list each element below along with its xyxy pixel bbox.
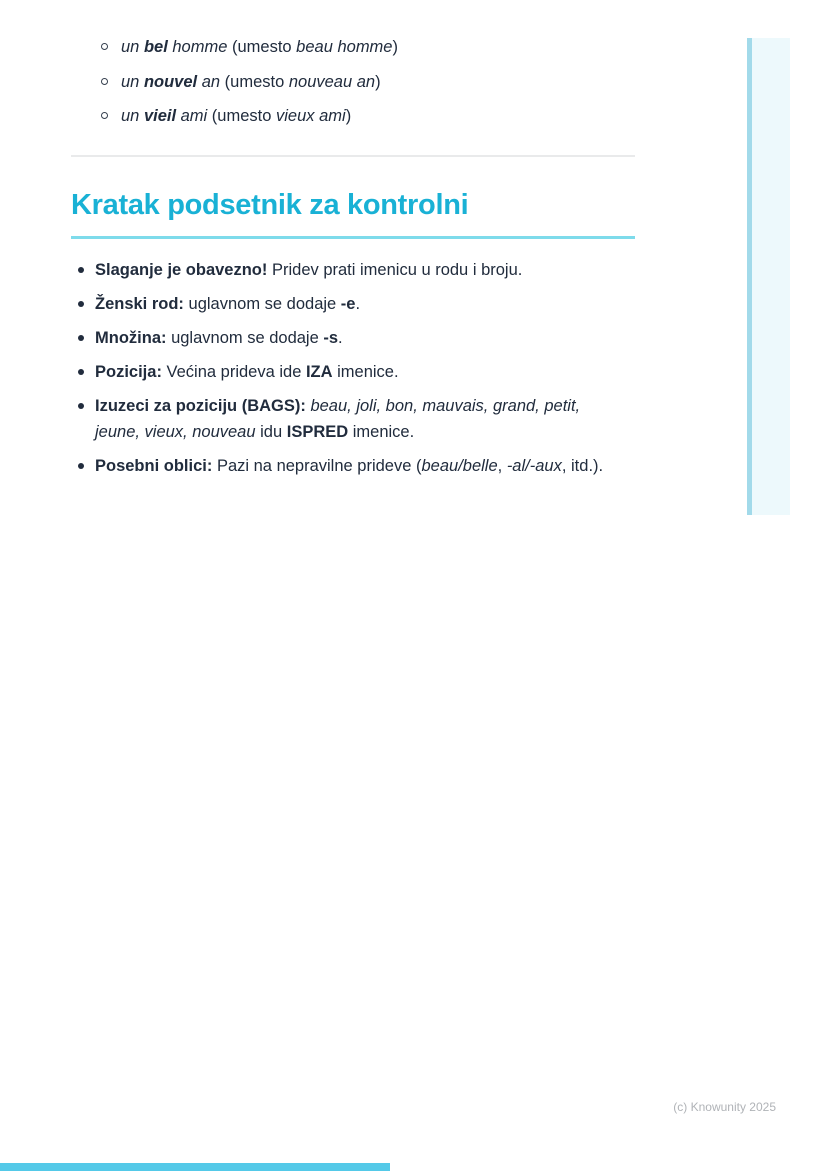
text-run: -s [323, 329, 339, 347]
text-run: Množina: [95, 329, 167, 347]
text-run: ) [392, 38, 398, 56]
text-run: ) [345, 107, 352, 125]
list-item [121, 107, 398, 126]
text-run: Pazi na nepravilne prideve ( [212, 457, 422, 475]
text-run: ISPRED [286, 423, 349, 441]
text-run: vieil [143, 107, 177, 125]
text-run: . [355, 295, 361, 313]
text-run: Slaganje je obavezno! [95, 261, 268, 279]
list-item [95, 291, 640, 317]
text-run: (umesto [227, 38, 297, 56]
text-run: uglavnom se dodaje [183, 295, 341, 313]
list-item [121, 38, 398, 57]
text-run: , [497, 457, 507, 475]
heading-underline [71, 236, 635, 239]
text-run: homme [167, 38, 228, 56]
text-run: imenice. [332, 363, 399, 381]
section-divider [71, 155, 635, 157]
text-run: beau, joli, bon, mauvais, grand, petit, [310, 397, 581, 415]
text-run: uglavnom se dodaje [166, 329, 324, 347]
text-run: bel [143, 38, 168, 56]
text-run: jeune, vieux, nouveau [95, 423, 256, 441]
accent-strip-right [747, 38, 790, 515]
list-item [121, 73, 398, 92]
text-run: Većina prideva ide [161, 363, 306, 381]
text-run: Pridev prati imenicu u rodu i broju. [267, 261, 523, 279]
text-run: beau/belle [421, 457, 498, 475]
text-run: ) [375, 72, 381, 91]
text-run: idu [255, 423, 287, 441]
text-run: , itd.). [561, 457, 604, 475]
list-item [95, 325, 640, 351]
text-run: -al/-aux [506, 457, 562, 475]
text-run: . [338, 329, 343, 347]
text-run: un [121, 72, 144, 91]
text-run: nouvel [143, 72, 198, 91]
list-item-line [95, 325, 640, 351]
text-run: beau homme [296, 38, 393, 56]
accent-bar-bottom [0, 1163, 390, 1171]
list-item-line [95, 257, 640, 283]
text-run: (umesto [220, 72, 289, 91]
list-item [95, 393, 640, 445]
text-run: -e [340, 295, 356, 313]
list-item-line [95, 393, 640, 419]
list-item-line [95, 453, 640, 479]
text-run: un [121, 107, 144, 125]
text-run: IZA [305, 363, 333, 381]
text-run: an [197, 72, 221, 91]
text-run: Izuzeci za poziciju (BAGS): [95, 397, 306, 415]
list-item-line [95, 419, 640, 445]
section-heading: Kratak podsetnik za kontrolni [71, 189, 469, 221]
list-item [95, 359, 640, 385]
text-run: Pozicija: [95, 363, 162, 381]
text-run: imenice. [348, 423, 415, 441]
text-run: ami [176, 107, 208, 125]
list-item [95, 257, 640, 283]
text-run: vieux ami [276, 107, 346, 125]
text-run: un [121, 38, 144, 56]
summary-list [95, 257, 640, 487]
list-item-line [95, 359, 640, 385]
list-item-line [95, 291, 640, 317]
text-run: nouveau an [288, 72, 376, 91]
copyright-text: (c) Knowunity 2025 [673, 1100, 776, 1114]
text-run: (umesto [207, 107, 276, 125]
text-run: Posebni oblici: [95, 457, 213, 475]
text-run: Ženski rod: [95, 295, 184, 313]
example-sublist [121, 38, 398, 142]
list-item [95, 453, 640, 479]
